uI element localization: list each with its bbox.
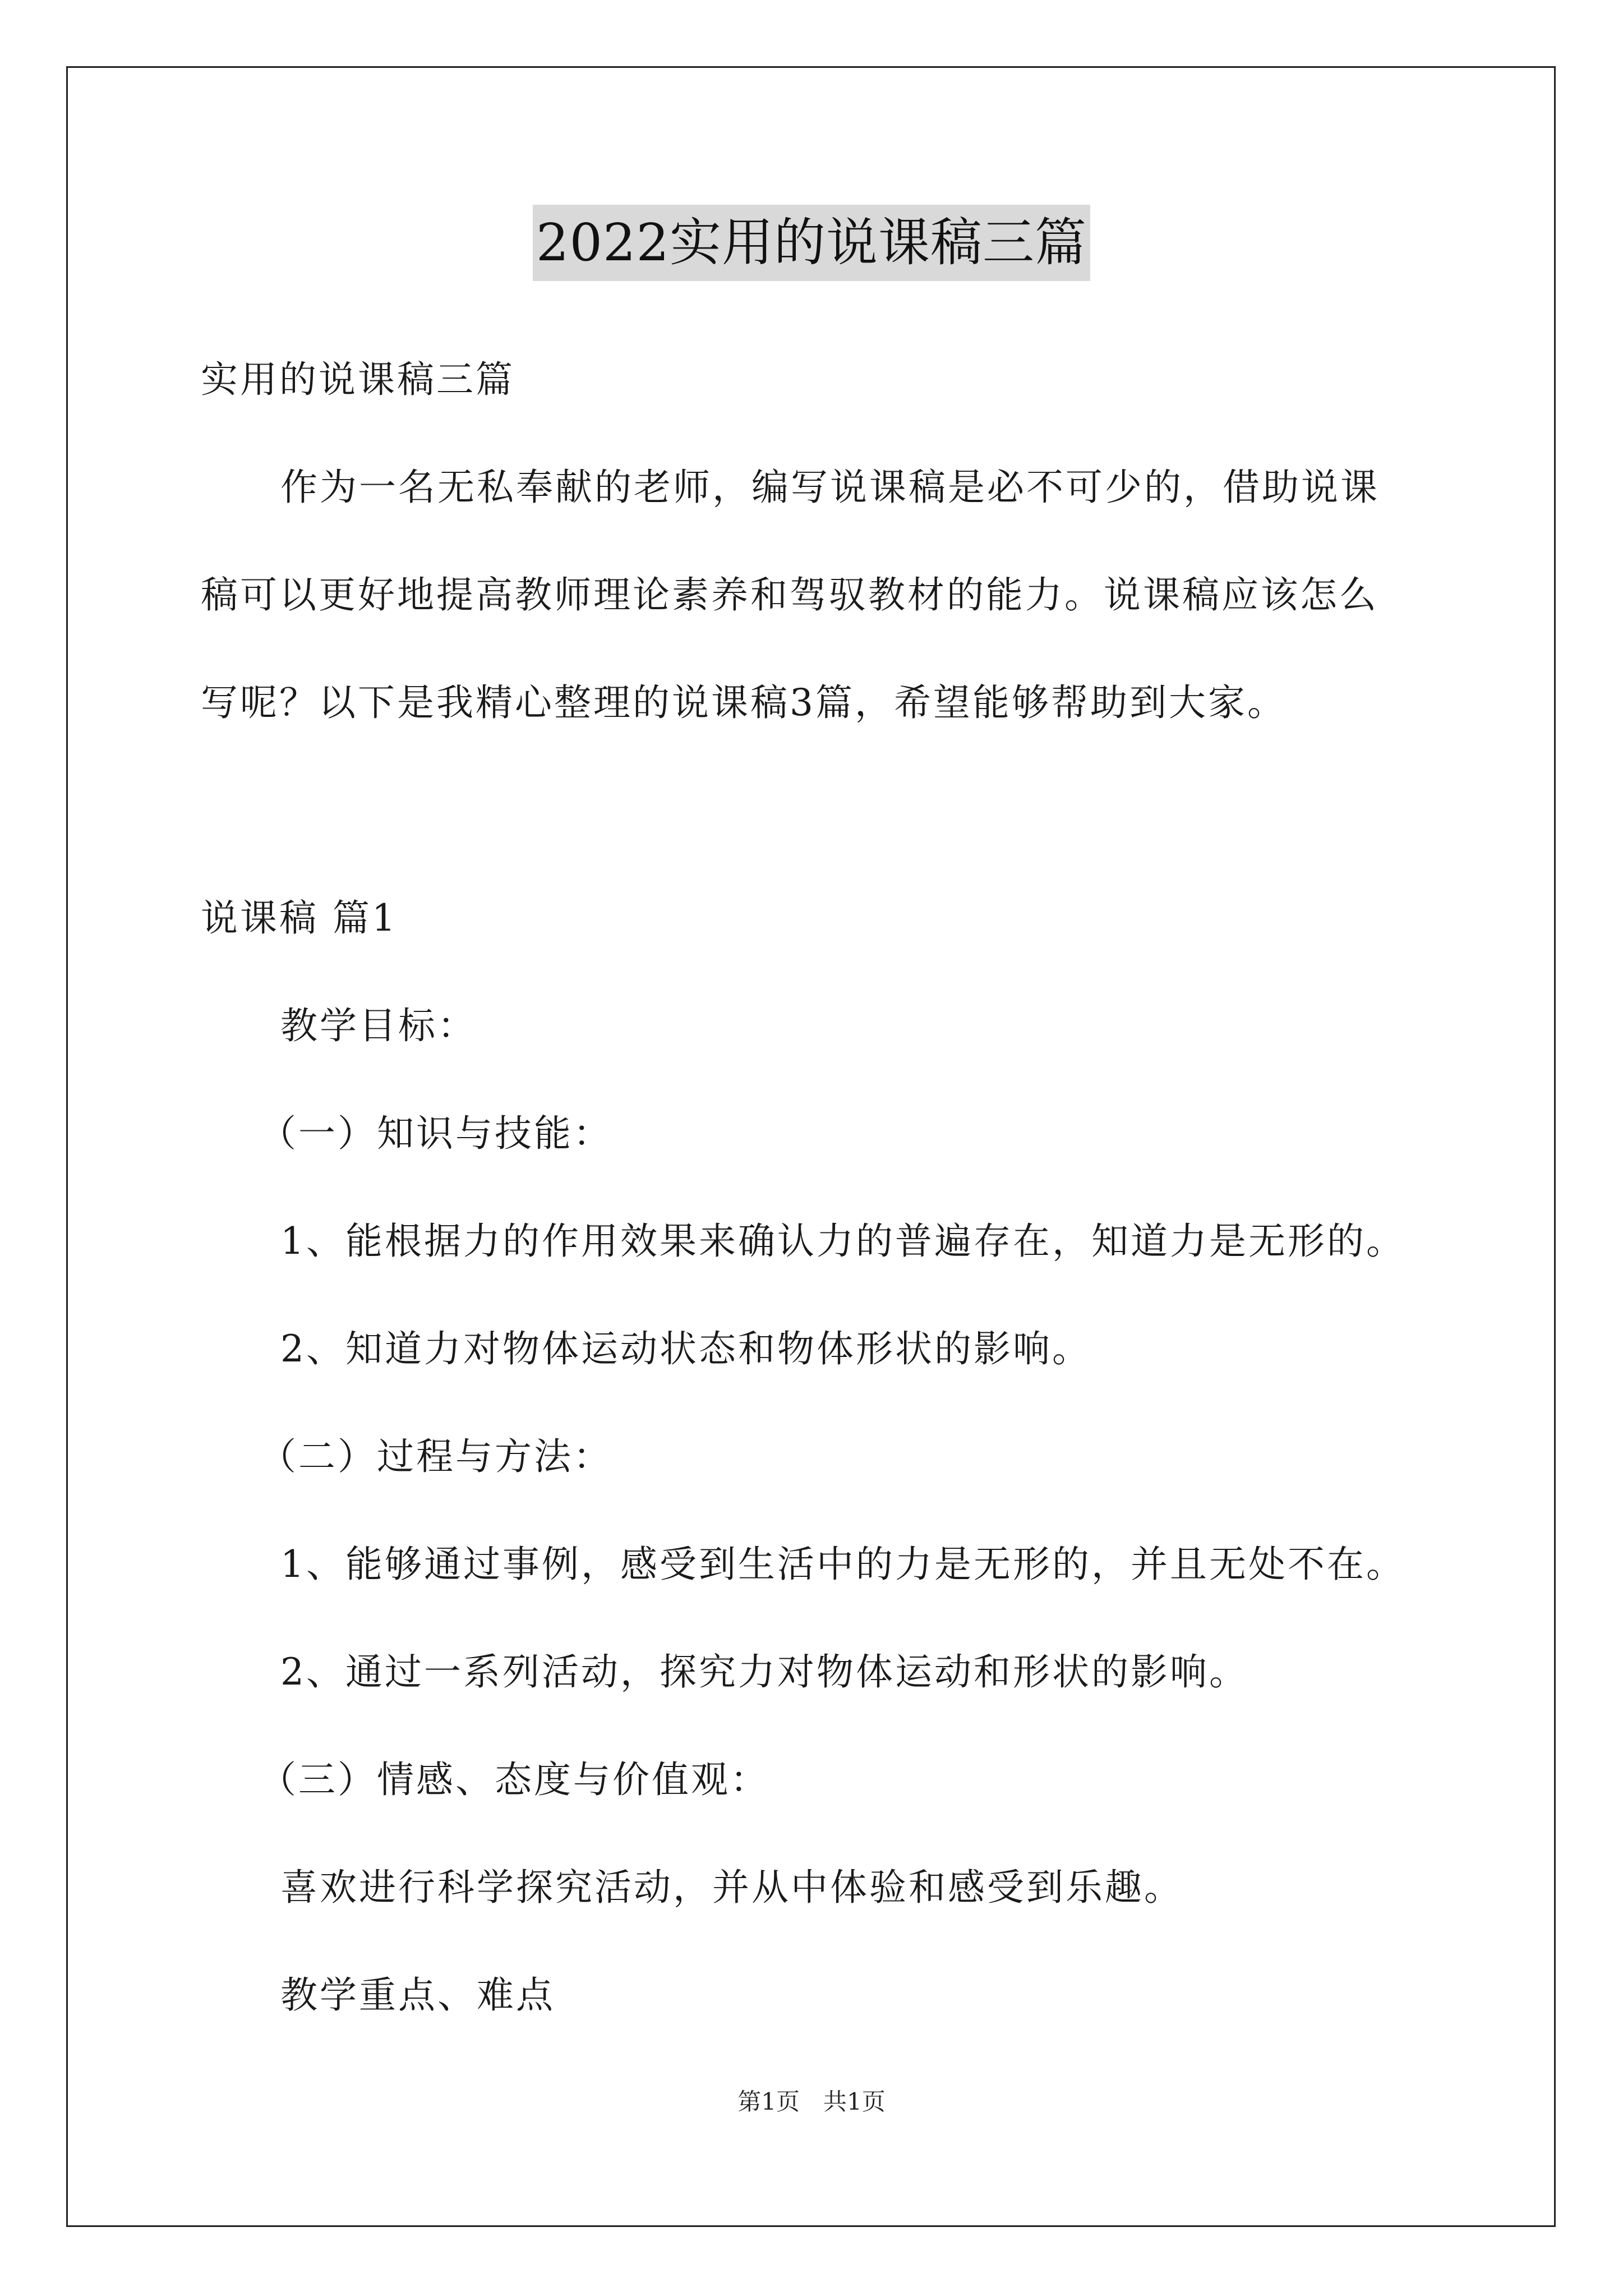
intro-line-3: 写呢？以下是我精心整理的说课稿3篇，希望能够帮助到大家。: [201, 681, 1287, 724]
body-line-8: （三）情感、态度与价值观：: [259, 1758, 769, 1801]
section-heading: 说课稿 篇1: [201, 896, 398, 940]
body-line-4: 2、知道力对物体运动状态和物体形状的影响。: [280, 1327, 1091, 1370]
page-number: 第1页 共1页: [737, 2088, 886, 2115]
document-subtitle: 实用的说课稿三篇: [201, 358, 515, 401]
body-line-1: 教学目标：: [280, 1004, 477, 1047]
body-line-10: 教学重点、难点: [280, 1973, 555, 2017]
title-block: [0, 205, 1623, 281]
body-line-7: 2、通过一系列活动，探究力对物体运动和形状的影响。: [280, 1650, 1248, 1694]
body-line-5: （二）过程与方法：: [259, 1435, 612, 1478]
intro-line-2: 稿可以更好地提高教师理论素养和驾驭教材的能力。说课稿应该怎么: [201, 573, 1378, 616]
document-title: 2022实用的说课稿三篇: [533, 205, 1090, 281]
body-line-3: 1、能根据力的作用效果来确认力的普遍存在，知道力是无形的。: [280, 1220, 1405, 1263]
intro-line-1: 作为一名无私奉献的老师，编写说课稿是必不可少的，借助说课: [280, 466, 1380, 509]
body-line-2: （一）知识与技能：: [259, 1112, 612, 1155]
body-line-9: 喜欢进行科学探究活动，并从中体验和感受到乐趣。: [280, 1866, 1183, 1909]
body-line-6: 1、能够通过事例，感受到生活中的力是无形的，并且无处不在。: [280, 1543, 1405, 1586]
